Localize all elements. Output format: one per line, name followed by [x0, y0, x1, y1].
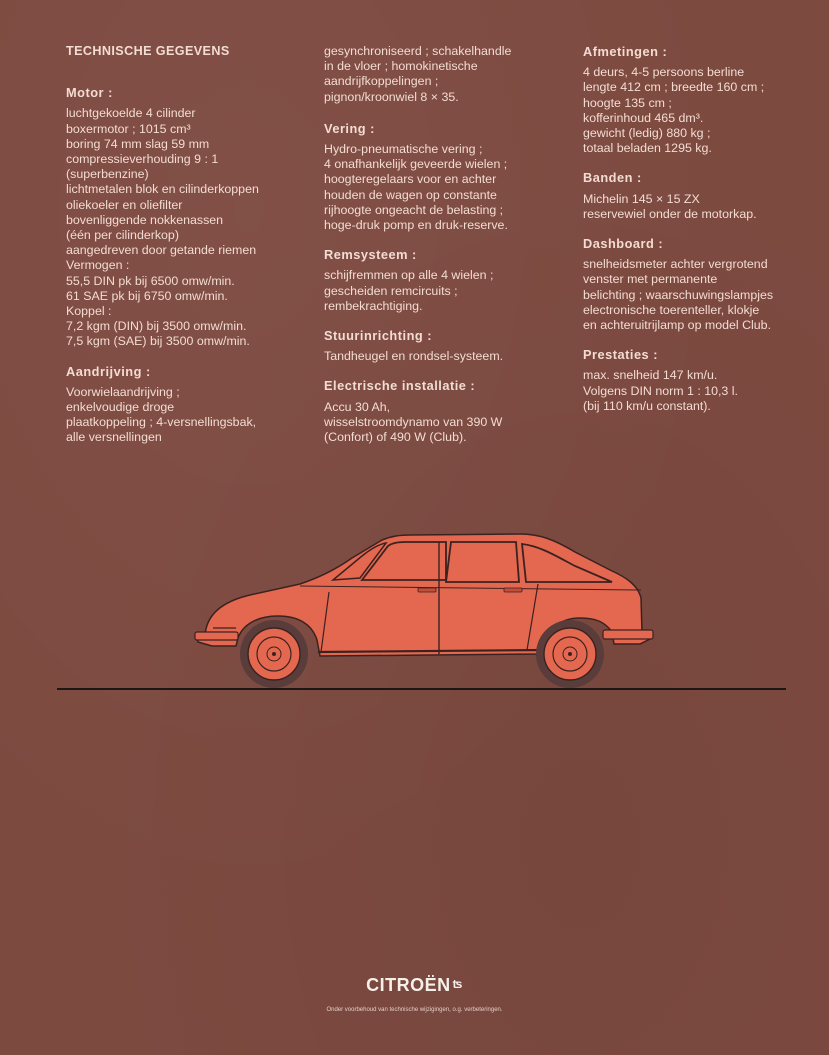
spec-line: reservewiel onder de motorkap.: [583, 206, 757, 221]
citroen-logo: [0, 975, 829, 996]
spec-line: Koppel :: [66, 304, 112, 319]
spec-line: (Confort) of 490 W (Club).: [324, 430, 467, 445]
spec-line: snelheidsmeter achter vergrotend: [583, 257, 768, 272]
spec-section: [324, 121, 564, 233]
spec-section: [324, 378, 564, 445]
spec-section: [66, 85, 306, 349]
spec-line: hoogte 135 cm ;: [583, 95, 672, 110]
spec-line: Accu 30 Ah,: [324, 399, 391, 414]
spec-line: aandrijfkoppelingen ;: [324, 74, 439, 89]
spec-line: boring 74 mm slag 59 mm: [66, 136, 210, 151]
rear-door-window: [446, 542, 519, 582]
col3-sections: [583, 44, 823, 414]
spec-line: gewicht (ledig) 880 kg ;: [583, 126, 711, 141]
brand-name: CITROËN: [366, 975, 451, 995]
spec-line: rijhoogte ongeacht de belasting ;: [324, 202, 504, 217]
col2-sections: [324, 121, 564, 445]
spec-line: bovenliggende nokkenassen: [66, 212, 224, 227]
spec-line: hoogteregelaars voor en achter: [324, 172, 497, 187]
spec-line: pignon/kroonwiel 8 × 35.: [324, 89, 459, 104]
section-title: Motor :: [66, 85, 113, 101]
car-illustration: [0, 520, 829, 700]
spec-line: compressieverhouding 9 : 1: [66, 152, 219, 167]
spec-line: aangedreven door getande riemen: [66, 243, 257, 258]
spec-line: kofferinhoud 465 dm³.: [583, 110, 704, 125]
spec-line: Tandheugel en rondsel-systeem.: [324, 349, 504, 364]
spec-line: wisselstroomdynamo van 390 W: [324, 414, 503, 429]
spec-section: [66, 364, 306, 446]
spec-line: in de vloer ; homokinetische: [324, 59, 478, 74]
section-title: Dashboard :: [583, 236, 664, 252]
spec-line: hoge-druk pomp en druk-reserve.: [324, 218, 508, 233]
col2-intro: [324, 44, 564, 105]
spec-line: 7,5 kgm (SAE) bij 3500 omw/min.: [66, 334, 250, 349]
spec-line: rembekrachtiging.: [324, 298, 423, 313]
spec-section: [583, 44, 823, 156]
spec-line: gescheiden remcircuits ;: [324, 283, 458, 298]
spec-line: lichtmetalen blok en cilinderkoppen: [66, 182, 259, 197]
spec-line: electronische toerenteller, klokje: [583, 302, 760, 317]
spec-line: max. snelheid 147 km/u.: [583, 368, 718, 383]
spec-line: gesynchroniseerd ; schakelhandle: [324, 44, 512, 58]
spec-section: [324, 328, 564, 364]
section-title: Prestaties :: [583, 347, 658, 363]
spec-line: Hydro-pneumatische vering ;: [324, 142, 483, 157]
column-left: [66, 44, 306, 460]
spec-line: belichting ; waarschuwingslampjes: [583, 287, 774, 302]
spec-line: 61 SAE pk bij 6750 omw/min.: [66, 288, 228, 303]
rear-wheel: [536, 620, 604, 688]
spec-line: enkelvoudige droge: [66, 400, 175, 415]
front-wheel: [240, 620, 308, 688]
section-title: Remsysteem :: [324, 247, 417, 263]
spec-line: Volgens DIN norm 1 : 10,3 l.: [583, 383, 738, 398]
spec-line: boxermotor ; 1015 cm³: [66, 121, 191, 136]
spec-line: en achteruitrijlamp op model Club.: [583, 318, 772, 333]
spec-section: [583, 170, 823, 222]
spec-line: 7,2 kgm (DIN) bij 3500 omw/min.: [66, 319, 247, 334]
section-title: Aandrijving :: [66, 363, 151, 379]
spec-line: 55,5 DIN pk bij 6500 omw/min.: [66, 273, 235, 288]
spec-line: (bij 110 km/u constant).: [583, 398, 711, 413]
spec-section: [583, 347, 823, 414]
spec-line: alle versnellingen: [66, 430, 162, 445]
col1-sections: [66, 85, 306, 445]
section-title: Stuurinrichting :: [324, 328, 433, 344]
spec-line: (superbenzine): [66, 167, 149, 182]
footer-note: Onder voorbehoud van technische wijzigingen, o.g. verbeteringen.: [326, 1007, 503, 1013]
section-title: Afmetingen :: [583, 44, 668, 59]
section-title: Vering :: [324, 120, 375, 136]
column-right: [583, 44, 823, 428]
spec-line: Voorwielaandrijving ;: [66, 384, 180, 399]
spec-line: totaal beladen 1295 kg.: [583, 141, 712, 156]
spec-section: [583, 236, 823, 333]
spec-line: houden de wagen op constante: [324, 187, 497, 202]
spec-line: luchtgekoelde 4 cilinder: [66, 106, 196, 121]
spec-line: 4 onafhankelijk geveerde wielen ;: [324, 157, 508, 172]
section-title: Banden :: [583, 170, 642, 186]
spec-line: (één per cilinderkop): [66, 228, 179, 243]
double-chevron-icon: ʦ: [452, 977, 463, 991]
section-title: Electrische installatie :: [324, 378, 476, 394]
spec-section: [324, 247, 564, 314]
spec-line: oliekoeler en oliefilter: [66, 197, 183, 212]
spec-line: schijfremmen op alle 4 wielen ;: [324, 268, 494, 283]
column-middle: [324, 44, 564, 459]
spec-line: Michelin 145 × 15 ZX: [583, 191, 700, 206]
spec-line: plaatkoppeling ; 4-versnellingsbak,: [66, 415, 257, 430]
spec-line: venster met permanente: [583, 272, 718, 287]
spec-line: Vermogen :: [66, 258, 130, 273]
spec-line: lengte 412 cm ; breedte 160 cm ;: [583, 80, 765, 95]
spec-line: 4 deurs, 4-5 persoons berline: [583, 65, 745, 80]
page-title: TECHNISCHE GEGEVENS: [66, 44, 230, 58]
